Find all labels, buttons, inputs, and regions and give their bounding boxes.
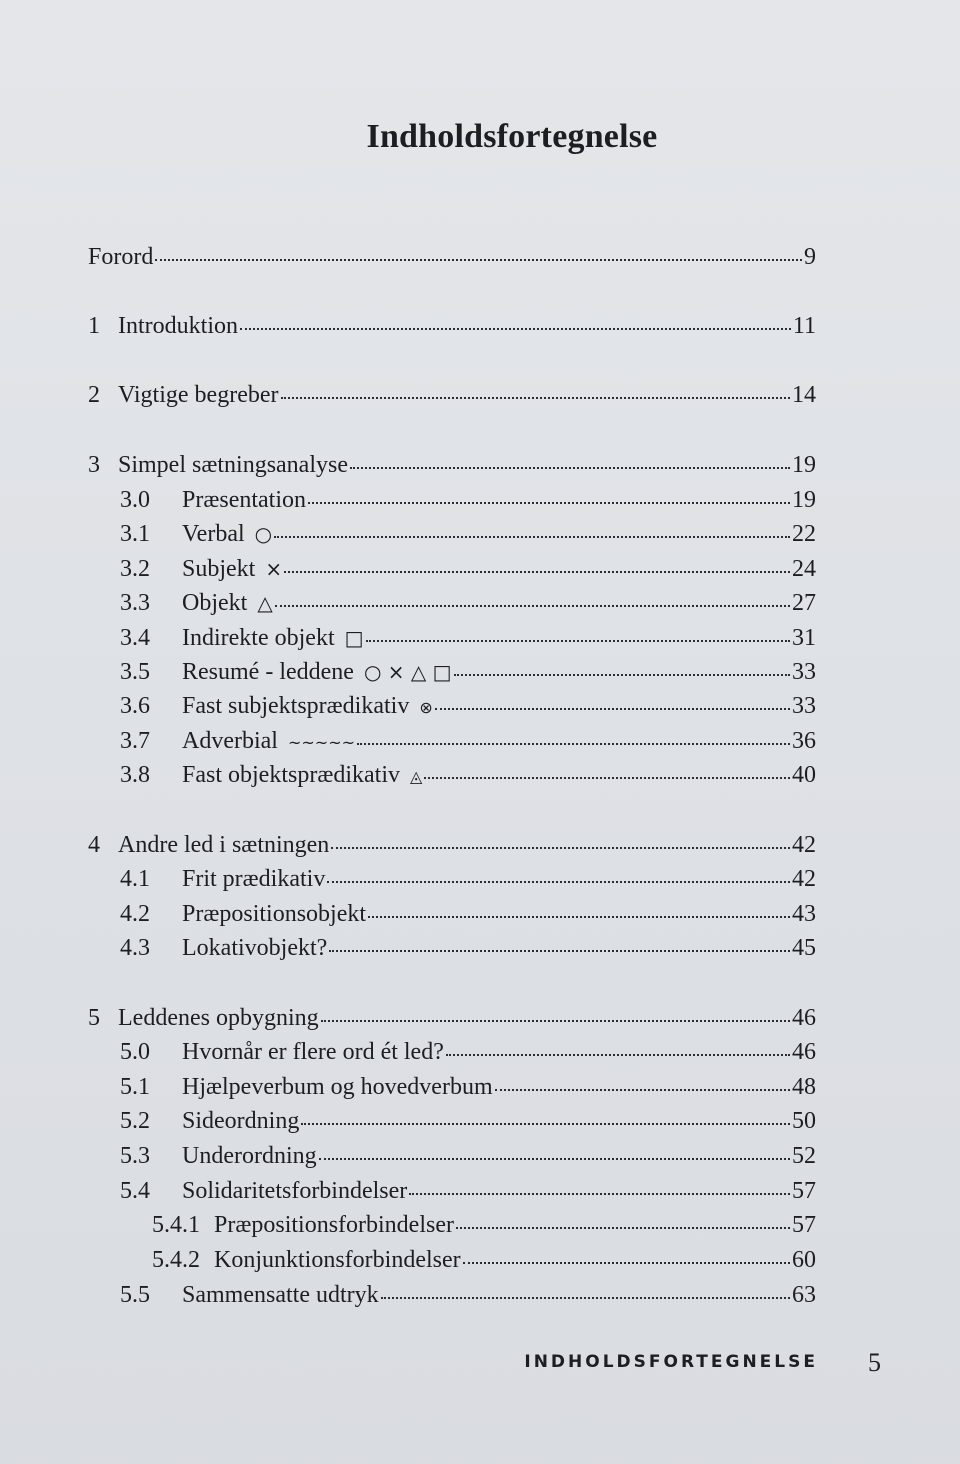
toc-text: Konjunktionsforbindelser bbox=[214, 1247, 461, 1273]
toc-page: 46 bbox=[792, 1039, 816, 1065]
toc-page: 45 bbox=[792, 935, 816, 961]
toc-page: 36 bbox=[792, 728, 816, 754]
toc-page: 27 bbox=[792, 590, 816, 616]
toc-page: 31 bbox=[792, 625, 816, 651]
toc-text: Fast objektsprædikativ bbox=[182, 762, 400, 788]
toc-entry-5-5 bbox=[120, 1282, 816, 1316]
toc-number: 3.8 bbox=[120, 762, 150, 788]
toc-text: Introduktion bbox=[118, 313, 238, 339]
toc-entry-3-4 bbox=[120, 625, 816, 659]
dot-leader bbox=[350, 463, 790, 469]
toc-page: 22 bbox=[792, 521, 816, 547]
toc-entry-5-4-1 bbox=[152, 1212, 816, 1246]
dot-leader bbox=[366, 636, 790, 642]
toc-number: 3.5 bbox=[120, 659, 150, 685]
toc-page: 57 bbox=[792, 1178, 816, 1204]
dot-leader bbox=[357, 739, 790, 745]
toc-text: Sammensatte udtryk bbox=[182, 1282, 379, 1308]
toc-page: 48 bbox=[792, 1074, 816, 1100]
toc-page: 60 bbox=[792, 1247, 816, 1273]
toc-page: 33 bbox=[792, 693, 816, 719]
toc-entry-3-8 bbox=[120, 762, 816, 796]
toc-entry-5-1 bbox=[120, 1074, 816, 1108]
dot-leader bbox=[368, 912, 790, 918]
toc-text: Objekt bbox=[182, 590, 248, 616]
toc-number: 5.5 bbox=[120, 1282, 150, 1308]
toc-number: 5.4.1 bbox=[152, 1212, 200, 1238]
toc-number: 5.2 bbox=[120, 1108, 150, 1134]
dot-leader bbox=[155, 255, 802, 261]
dot-leader bbox=[454, 670, 791, 676]
dot-leader bbox=[327, 877, 790, 883]
toc-text: Sideordning bbox=[182, 1108, 300, 1134]
dot-leader bbox=[456, 1223, 790, 1229]
toc-text: Andre led i sætningen bbox=[118, 832, 330, 858]
toc-number: 5 bbox=[88, 1005, 100, 1031]
toc-number: 3 bbox=[88, 452, 100, 478]
dot-leader bbox=[463, 1258, 790, 1264]
toc-page: 42 bbox=[792, 832, 816, 858]
toc-page: 63 bbox=[792, 1282, 816, 1308]
toc-page: 50 bbox=[792, 1108, 816, 1134]
dot-leader bbox=[495, 1085, 790, 1091]
dot-leader bbox=[446, 1050, 790, 1056]
toc-page: 24 bbox=[792, 556, 816, 582]
toc-entry-forord bbox=[88, 244, 816, 278]
page-title: Indholdsfortegnelse bbox=[366, 118, 658, 155]
toc-text: Frit prædikativ bbox=[182, 866, 326, 892]
toc-page: 19 bbox=[792, 452, 816, 478]
toc-entry-2 bbox=[88, 382, 816, 416]
toc-entry-1 bbox=[88, 313, 816, 347]
toc-number: 4.2 bbox=[120, 901, 150, 927]
toc-entry-5-3 bbox=[120, 1143, 816, 1177]
toc-page: 33 bbox=[792, 659, 816, 685]
toc-entry-3-1 bbox=[120, 521, 816, 555]
toc-number: 5.4 bbox=[120, 1178, 150, 1204]
toc-number: 5.0 bbox=[120, 1039, 150, 1065]
toc-entry-3-2 bbox=[120, 556, 816, 590]
toc-text: Præpositionsforbindelser bbox=[214, 1212, 454, 1238]
toc-number: 3.2 bbox=[120, 556, 150, 582]
toc-text: Resumé - leddene bbox=[182, 659, 354, 685]
toc-number: 4.3 bbox=[120, 935, 150, 961]
toc-text: Vigtige begreber bbox=[118, 382, 279, 408]
dot-leader bbox=[329, 946, 790, 952]
circled-cross-icon: ⊗ bbox=[419, 698, 433, 717]
toc-text: Hvornår er flere ord ét led? bbox=[182, 1039, 444, 1065]
toc-number: 3.6 bbox=[120, 693, 150, 719]
toc-page: 40 bbox=[792, 762, 816, 788]
toc-text: Hjælpeverbum og hovedverbum bbox=[182, 1074, 493, 1100]
dot-leader bbox=[240, 324, 791, 330]
toc-number: 4 bbox=[88, 832, 100, 858]
toc-text: Lokativobjekt? bbox=[182, 935, 328, 961]
dot-leader bbox=[274, 532, 790, 538]
dot-leader bbox=[424, 773, 790, 779]
toc-entry-3-7 bbox=[120, 728, 816, 762]
toc-entry-3-0 bbox=[120, 487, 816, 521]
toc-number: 3.7 bbox=[120, 728, 150, 754]
dot-leader bbox=[435, 704, 790, 710]
toc-entry-3-6 bbox=[120, 693, 816, 727]
toc-page: 46 bbox=[792, 1005, 816, 1031]
cross-icon: × bbox=[265, 557, 283, 581]
toc-text: Underordning bbox=[182, 1143, 317, 1169]
running-footer: INDHOLDSFORTEGNELSE bbox=[524, 1352, 818, 1372]
wavy-line-icon: ~~~~~ bbox=[287, 733, 355, 752]
toc-entry-5-4-2 bbox=[152, 1247, 816, 1281]
toc-text: Verbal bbox=[182, 521, 245, 547]
toc-number: 3.4 bbox=[120, 625, 150, 651]
toc-number: 5.1 bbox=[120, 1074, 150, 1100]
toc-entry-5-0 bbox=[120, 1039, 816, 1073]
toc-page: 9 bbox=[804, 244, 816, 270]
toc-entry-4-1 bbox=[120, 866, 816, 900]
toc-entry-4-2 bbox=[120, 901, 816, 935]
toc-number: 2 bbox=[88, 382, 100, 408]
toc-page: 14 bbox=[792, 382, 816, 408]
triangle-icon: △ bbox=[257, 591, 273, 615]
toc-number: 5.4.2 bbox=[152, 1247, 200, 1273]
dot-leader bbox=[319, 1154, 790, 1160]
toc-page: 43 bbox=[792, 901, 816, 927]
toc-entry-3-3 bbox=[120, 590, 816, 624]
dot-leader bbox=[284, 567, 790, 573]
circle-icon: ○ bbox=[254, 522, 273, 546]
toc-entry-4-3 bbox=[120, 935, 816, 969]
toc-text: Præsentation bbox=[182, 487, 306, 513]
toc-text: Præpositionsobjekt bbox=[182, 901, 367, 927]
toc-page: 57 bbox=[792, 1212, 816, 1238]
constituent-symbols-icon: ○ × △ □ bbox=[363, 660, 452, 684]
toc-number: 4.1 bbox=[120, 866, 150, 892]
toc-number: 1 bbox=[88, 313, 100, 339]
dot-leader bbox=[321, 1016, 790, 1022]
dot-leader bbox=[308, 498, 790, 504]
toc-number: 5.3 bbox=[120, 1143, 150, 1169]
dot-leader bbox=[409, 1189, 790, 1195]
toc-entry-5 bbox=[88, 1005, 816, 1039]
toc-text: Subjekt bbox=[182, 556, 256, 582]
toc-number: 3.1 bbox=[120, 521, 150, 547]
dot-leader bbox=[275, 601, 790, 607]
toc-entry-5-2 bbox=[120, 1108, 816, 1142]
toc-text: Forord bbox=[88, 244, 154, 270]
dot-leader bbox=[381, 1293, 790, 1299]
toc-text: Leddenes opbygning bbox=[118, 1005, 319, 1031]
toc-page: 19 bbox=[792, 487, 816, 513]
dot-leader bbox=[301, 1119, 790, 1125]
dot-leader bbox=[331, 843, 790, 849]
toc-page: 11 bbox=[792, 313, 816, 339]
toc-number: 3.0 bbox=[120, 487, 150, 513]
toc-entry-3-5 bbox=[120, 659, 816, 693]
toc-entry-4 bbox=[88, 832, 816, 866]
toc-entry-3 bbox=[88, 452, 816, 486]
toc-text: Fast subjektsprædikativ bbox=[182, 693, 410, 719]
circled-triangle-icon: ◬ bbox=[410, 767, 423, 786]
toc-page: 52 bbox=[792, 1143, 816, 1169]
square-icon: □ bbox=[344, 626, 364, 650]
toc-text: Simpel sætningsanalyse bbox=[118, 452, 348, 478]
toc-page: 42 bbox=[792, 866, 816, 892]
toc-number: 3.3 bbox=[120, 590, 150, 616]
toc-text: Adverbial bbox=[182, 728, 278, 754]
dot-leader bbox=[281, 393, 791, 399]
page-number: 5 bbox=[868, 1348, 881, 1377]
toc-entry-5-4 bbox=[120, 1178, 816, 1212]
toc-text: Solidaritetsforbindelser bbox=[182, 1178, 408, 1204]
toc-text: Indirekte objekt bbox=[182, 625, 335, 651]
